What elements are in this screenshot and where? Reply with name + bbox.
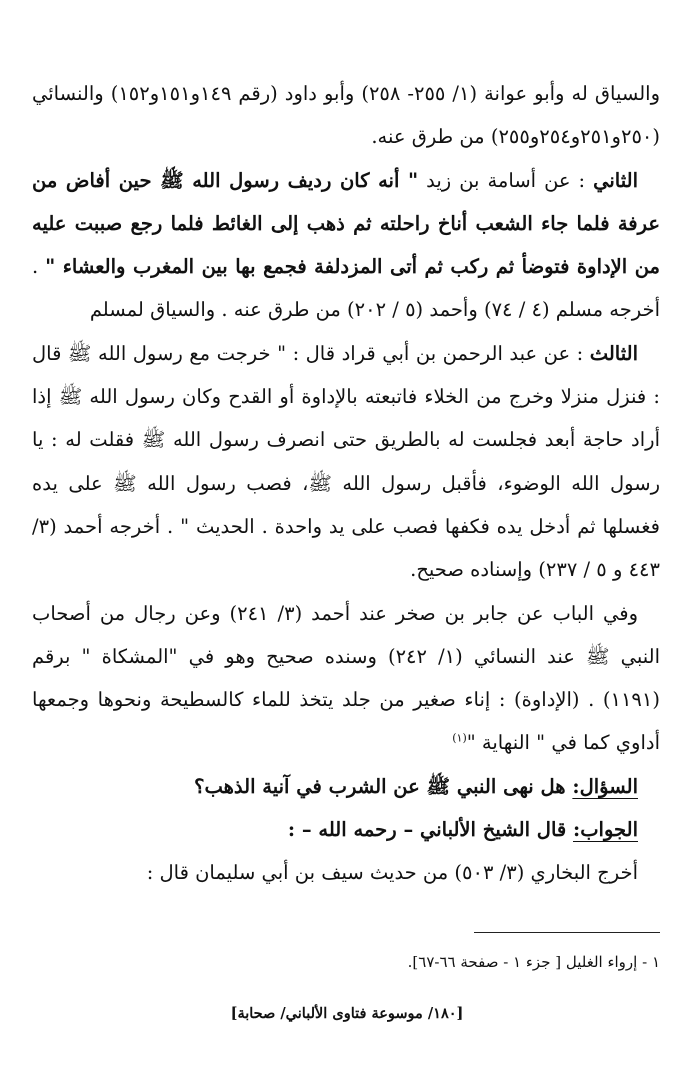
paragraph-5: أخرج البخاري (٣/ ٥٠٣) من حديث سيف بن أبي سليمان قال :: [146, 861, 638, 885]
second-hadith-quote: " أنه كان رديف رسول الله ﷺ حين أفاض من عرفة فلما جاء الشعب أناخ راحلته ثم ذهب إلى الغائط فلما رجع صببت عليه من الإداوة فتوضأ ثم ركب ثم أتى المزدلفة فجمع بها بين المغرب والعشاء ": [32, 168, 660, 279]
page-footer: [١٨٠/ موسوعة فتاوى الألباني/ صحابة]: [230, 1005, 464, 1022]
paragraph-4: [32, 592, 660, 765]
second-hadith-source: . أخرجه مسلم (٤ / ٧٤) وأحمد (٥ / ٢٠٢) من طرق عنه . والسياق لمسلم: [32, 255, 660, 322]
footnote-divider: [474, 932, 660, 933]
page-body: [32, 72, 660, 895]
question-label: السؤال:: [572, 774, 638, 798]
paragraph-1: والسياق له وأبو عوانة (١/ ٢٥٥- ٢٥٨) وأبو داود (رقم ١٤٩و١٥١و١٥٢) والنسائي (٢٥٠و٢٥١و٢٥٤و٢٥٥) من طرق عنه.: [32, 82, 661, 149]
paragraph-2: [32, 159, 660, 332]
third-hadith-label: الثالث: [589, 341, 638, 365]
related-narrations-text: وفي الباب عن جابر بن صخر عند أحمد (٣/ ٢٤١) وعن رجال من أصحاب النبي ﷺ عند النسائي (١/ ٢٤٢) وسنده صحيح وهو في "المشكاة " برقم (١١٩١) . (الإداوة) : إناء صغير من جلد يتخذ للماء كالسطيحة ونحوها وجمعها أداوي كما في " النهاية ": [32, 601, 661, 755]
footnote: ١ - إرواء الغليل [ جزء ١ - صفحة ٦٦-٦٧].: [407, 953, 660, 971]
footnote-marker[interactable]: (١): [452, 731, 467, 745]
third-hadith-text: : عن عبد الرحمن بن أبي قراد قال : " خرجت مع رسول الله ﷺ قال : فنزل منزلا وخرج من الخلاء فاتبعته بالإداوة أو القدح وكان رسول الله ﷺ إذا أراد حاجة أبعد فجلست له بالطريق حتى انصرف رسول الله ﷺ فقلت له : يا رسول الله الوضوء، فأقبل رسول الله ﷺ، فصب رسول الله ﷺ على يده فغسلها ثم أدخل يده فكفها فصب على يد واحدة . الحديث " . أخرجه أحمد (٣/ ٤٤٣ و ٥ / ٢٣٧) وإسناده صحيح.: [32, 341, 660, 582]
paragraph-3: [32, 332, 660, 592]
answer-line: [32, 808, 660, 851]
question-line: [32, 765, 660, 808]
question-text: هل نهى النبي ﷺ عن الشرب في آنية الذهب؟: [194, 774, 573, 798]
second-hadith-intro: : عن أسامة بن زيد: [418, 168, 594, 192]
answer-text: قال الشيخ الألباني – رحمه الله – :: [287, 818, 573, 842]
answer-label: الجواب:: [573, 818, 638, 842]
second-hadith-label: الثاني: [593, 168, 638, 192]
